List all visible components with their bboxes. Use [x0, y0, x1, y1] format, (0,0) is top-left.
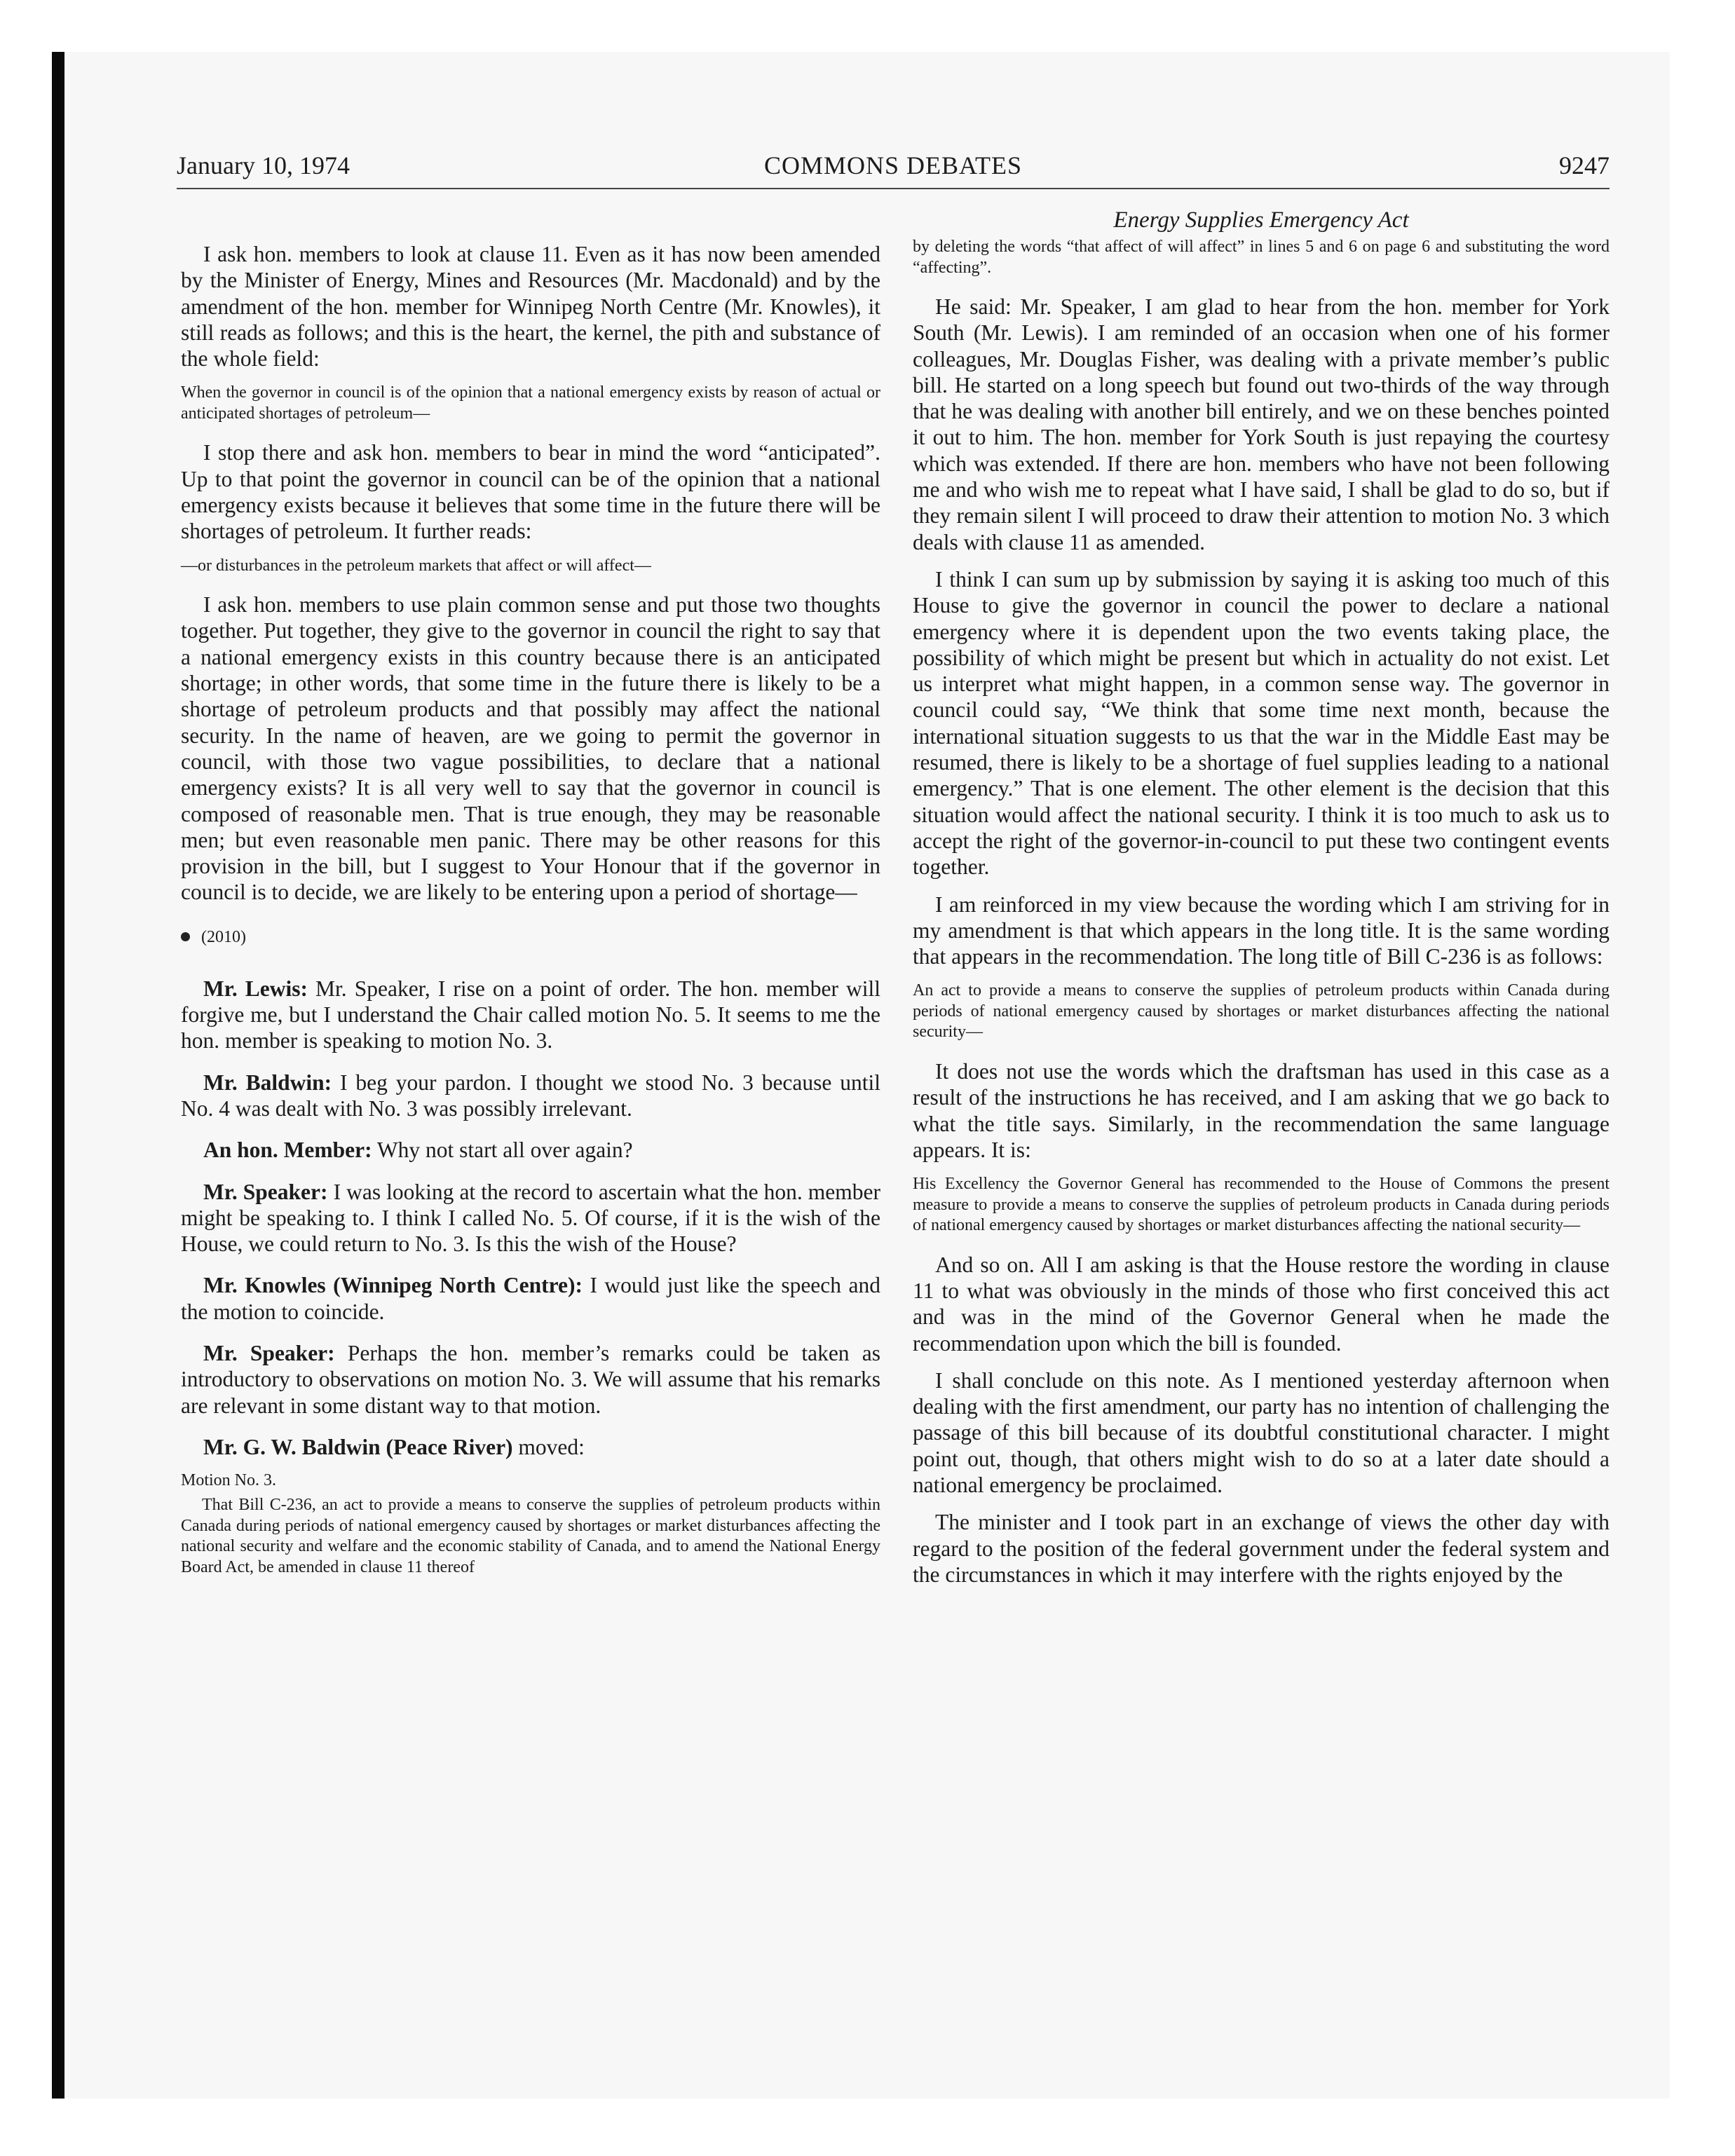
speech-text: I was looking at the record to ascertain what the hon. member might be speaking to. I think I called No. 5. Of course, if it is the wish of the House, we could return to No. 3. Is this the wish of the House?	[181, 1179, 881, 1257]
paragraph: It does not use the words which the draftsman has used in this case as a result of the instructions he has received, and I am asking that we go back to what the title says. Similarly, in the recommendation the same language appears. It is:	[913, 1058, 1610, 1162]
header-title: COMMONS DEBATES	[763, 151, 1023, 179]
speaker-name: Mr. Knowles (Winnipeg North Centre):	[203, 1273, 583, 1298]
quotation: —or disturbances in the petroleum markets that affect or will affect—	[181, 556, 651, 575]
speech	[181, 1434, 880, 1460]
paragraph: And so on. All I am asking is that the House restore the wording in clause 11 to what was obviously in the minds of those who first conceived this act and was in the mind of the Governor General when he made the recommendation upon which the bill is founded.	[913, 1252, 1610, 1356]
speech-text: Mr. Speaker, I rise on a point of order. The hon. member will forgive me, but I understand the Chair called motion No. 5. It seems to me the hon. member is speaking to motion No. 3.	[181, 976, 881, 1053]
speech	[181, 1070, 880, 1122]
right-column	[913, 203, 1610, 1599]
motion-label: Motion No. 3.	[181, 1471, 277, 1490]
left-column	[181, 203, 880, 1593]
speech	[181, 1340, 880, 1419]
quotation: by deleting the words “that affect of will affect” in lines 5 and 6 on page 6 and substituting the word “affecting”.	[913, 238, 1610, 277]
speech-text: I beg your pardon. I thought we stood No. 3 because until No. 4 was dealt with No. 3 was possibly irrelevant.	[181, 1070, 881, 1121]
running-title: Energy Supplies Emergency Act	[1113, 207, 1409, 233]
paragraph: He said: Mr. Speaker, I am glad to hear from the hon. member for York South (Mr. Lewis). I am reminded of an occasion when one of his former colleagues, Mr. Douglas Fisher, was dealing with a private member’s public bill. He started on a long speech but found out two-thirds of the way through that he was dealing with another bill entirely, and we on these benches pointed it out to him. The hon. member for York South is just repaying the courtesy which was extended. If there are hon. members who have not been following me and who wish me to repeat what I have said, I shall be glad to do so, but if they remain silent I will proceed to draw their attention to motion No. 3 which deals with clause 11 as amended.	[913, 294, 1610, 554]
speaker-name: Mr. Baldwin:	[203, 1070, 332, 1095]
paragraph: I am reinforced in my view because the wording which I am striving for in my amendment is that which appears in the long title. It is the same wording that appears in the recommendation. The long title of Bill C-236 is as follows:	[913, 892, 1610, 969]
paragraph: I ask hon. members to look at clause 11. Even as it has now been amended by the Minister of Energy, Mines and Resources (Mr. Macdonald) and by the amendment of the hon. member for Winnipeg North Centre (Mr. Knowles), it still reads as follows; and this is the heart, the kernel, the pith and substance of the whole field:	[181, 242, 880, 371]
quotation: An act to provide a means to conserve the supplies of petroleum products within Canada during periods of national emergency caused by shortages or market disturbances affecting the national security—	[913, 981, 1610, 1042]
speech-text: moved:	[518, 1434, 585, 1459]
speaker-name: Mr. Lewis:	[203, 976, 308, 1001]
speech-text: Why not start all over again?	[376, 1138, 633, 1163]
speech	[181, 1272, 880, 1325]
paragraph: I stop there and ask hon. members to bear in mind the word “anticipated”. Up to that point the governor in council can be of the opinion that a national emergency exists because it believes that some time in the future there will be shortages of petroleum. It further reads:	[181, 440, 880, 544]
header-date: January 10, 1974	[177, 151, 350, 179]
quotation: His Excellency the Governor General has recommended to the House of Commons the present measure to provide a means to conserve the supplies of petroleum products in Canada during periods of national emergency caused by shortages or market disturbances affecting the national security—	[913, 1175, 1610, 1235]
binding-edge	[52, 52, 64, 2099]
header-page-number: 9247	[1559, 151, 1610, 179]
page-header	[177, 149, 1610, 189]
paragraph: I think I can sum up by submission by saying it is asking too much of this House to give the governor in council the power to declare a national emergency where it is dependent upon the two events taking place, the possibility of which might be present but which in actuality do not exist. Let us interpret what might happen, in a common sense way. The governor in council could say, “We think that some time next month, because the international situation suggests to us that the war in the Middle East may be resumed, there is likely to be a shortage of fuel supplies leading to a national emergency.” That is one element. The other element is the decision that this situation would affect the national security. I think it is too much to ask us to accept the right of the governor-in-council to put these two contingent events together.	[913, 566, 1610, 880]
speaker-name: Mr. Speaker:	[203, 1179, 328, 1204]
speaker-name: Mr. Speaker:	[203, 1341, 335, 1365]
speaker-name: Mr. G. W. Baldwin (Peace River)	[203, 1434, 513, 1459]
speech-text: I would just like the speech and the motion to coincide.	[181, 1273, 880, 1324]
paragraph: I shall conclude on this note. As I mentioned yesterday afternoon when dealing with the first amendment, our party has no intention of challenging the passage of this bill because of its doubtful constitutional character. I might point out, though, that others might wish to do so at a later date should a national emergency be proclaimed.	[913, 1367, 1610, 1497]
paragraph: The minister and I took part in an exchange of views the other day with regard to the position of the federal government under the federal system and the circumstances in which it may interfere with the rights enjoyed by the	[913, 1510, 1610, 1587]
speech-text: Perhaps the hon. member’s remarks could be taken as introductory to observations on motion No. 3. We will assume that his remarks are relevant in some distant way to that motion.	[181, 1341, 881, 1418]
paragraph: I ask hon. members to use plain common sense and put those two thoughts together. Put together, they give to the governor in council the right to say that a national emergency exists in this country because there is an anticipated shortage; in other words, that some time in the future there is likely to be a shortage of petroleum products and that possibly may affect the national security. In the name of heaven, are we going to permit the governor in council, with those two vague possibilities, to declare that a national emergency exists? It is all very well to say that the governor in council is composed of reasonable men. That is true enough, they may be reasonable men; but even reasonable men panic. There may be other reasons for this provision in the bill, but I suggest to Your Honour that if the governor in council is to decide, we are likely to be entering upon a period of shortage—	[181, 592, 880, 905]
speech	[181, 1179, 880, 1257]
time-marker-label: (2010)	[201, 927, 246, 946]
quotation: When the governor in council is of the opinion that a national emergency exists by reason of actual or anticipated shortages of petroleum—	[181, 383, 880, 423]
speech	[181, 976, 880, 1054]
bullet-dot-icon	[181, 932, 190, 941]
speech	[181, 1137, 880, 1163]
speaker-name: An hon. Member:	[203, 1138, 372, 1163]
motion-text: That Bill C-236, an act to provide a means to conserve the supplies of petroleum products within Canada during periods of national emergency caused by shortages or market disturbances affecting the national security and welfare and the economic stability of Canada, and to amend the National Energy Board Act, be amended in clause 11 thereof	[181, 1496, 880, 1576]
time-marker	[181, 927, 880, 948]
